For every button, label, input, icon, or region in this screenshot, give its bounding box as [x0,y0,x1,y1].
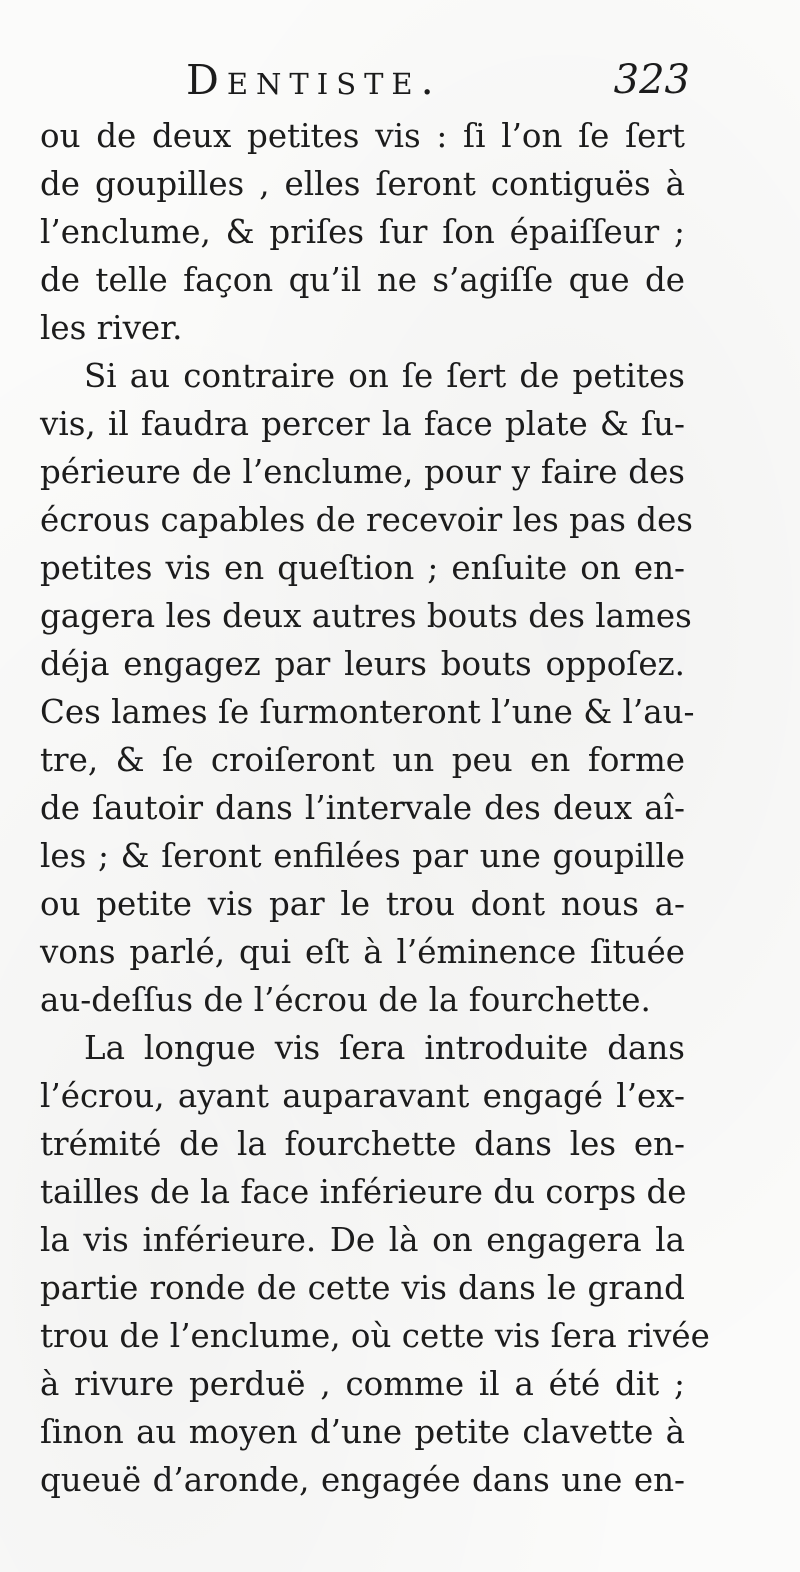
text-line: vis, il faudra percer la face plate & ſu- [40,405,685,443]
body-text [40,112,710,1504]
running-title: Dentiste. [186,56,442,104]
text-line: partie ronde de cette vis dans le grand [40,1269,685,1307]
text-line: trémité de la fourchette dans les en- [40,1125,685,1163]
text-line: tailles de la face inférieure du corps de [40,1173,687,1211]
text-line: la vis inférieure. De là on engagera la [40,1221,685,1259]
text-line: queuë d’aronde, engagée dans une en- [40,1461,685,1499]
text-line: Ces lames ſe ſurmonteront l’une & l’au- [40,693,695,731]
text-line: périeure de l’enclume, pour y faire des [40,453,685,491]
text-line: gagera les deux autres bouts des lames [40,597,692,635]
text-line: déja engagez par leurs bouts oppoſez. [40,645,685,683]
text-line: vons parlé, qui eſt à l’éminence ſituée [40,933,685,971]
text-line: trou de l’enclume, où cette vis ſera rivée [40,1317,710,1355]
text-line: l’enclume, & priſes ſur ſon épaiſſeur ; [40,213,685,251]
text-line: ou petite vis par le trou dont nous a- [40,885,685,923]
text-line: petites vis en queſtion ; enſuite on en- [40,549,685,587]
text-line: ſinon au moyen d’une petite clavette à [40,1413,685,1451]
text-line: au-deſſus de l’écrou de la fourchette. [40,981,651,1019]
text-line: ou de deux petites vis : ſi l’on ſe ſert [40,117,685,155]
text-line: La longue vis ſera introduite dans [84,1029,685,1067]
text-line: de telle façon qu’il ne s’agiſſe que de [40,261,685,299]
page-number: 323 [613,57,690,103]
text-line: écrous capables de recevoir les pas des [40,501,693,539]
text-line: de goupilles , elles ſeront contiguës à [40,165,685,203]
page-header [40,50,690,110]
text-line: les river. [40,309,183,347]
text-line: les ; & ſeront enfilées par une goupille [40,837,685,875]
text-line: l’écrou, ayant auparavant engagé l’ex- [40,1077,685,1115]
text-line: tre, & ſe croiſeront un peu en forme [40,741,685,779]
text-line: à rivure perduë , comme il a été dit ; [40,1365,685,1403]
text-line: de ſautoir dans l’intervale des deux aî- [40,789,685,827]
text-line: Si au contraire on ſe ſert de petites [84,357,685,395]
